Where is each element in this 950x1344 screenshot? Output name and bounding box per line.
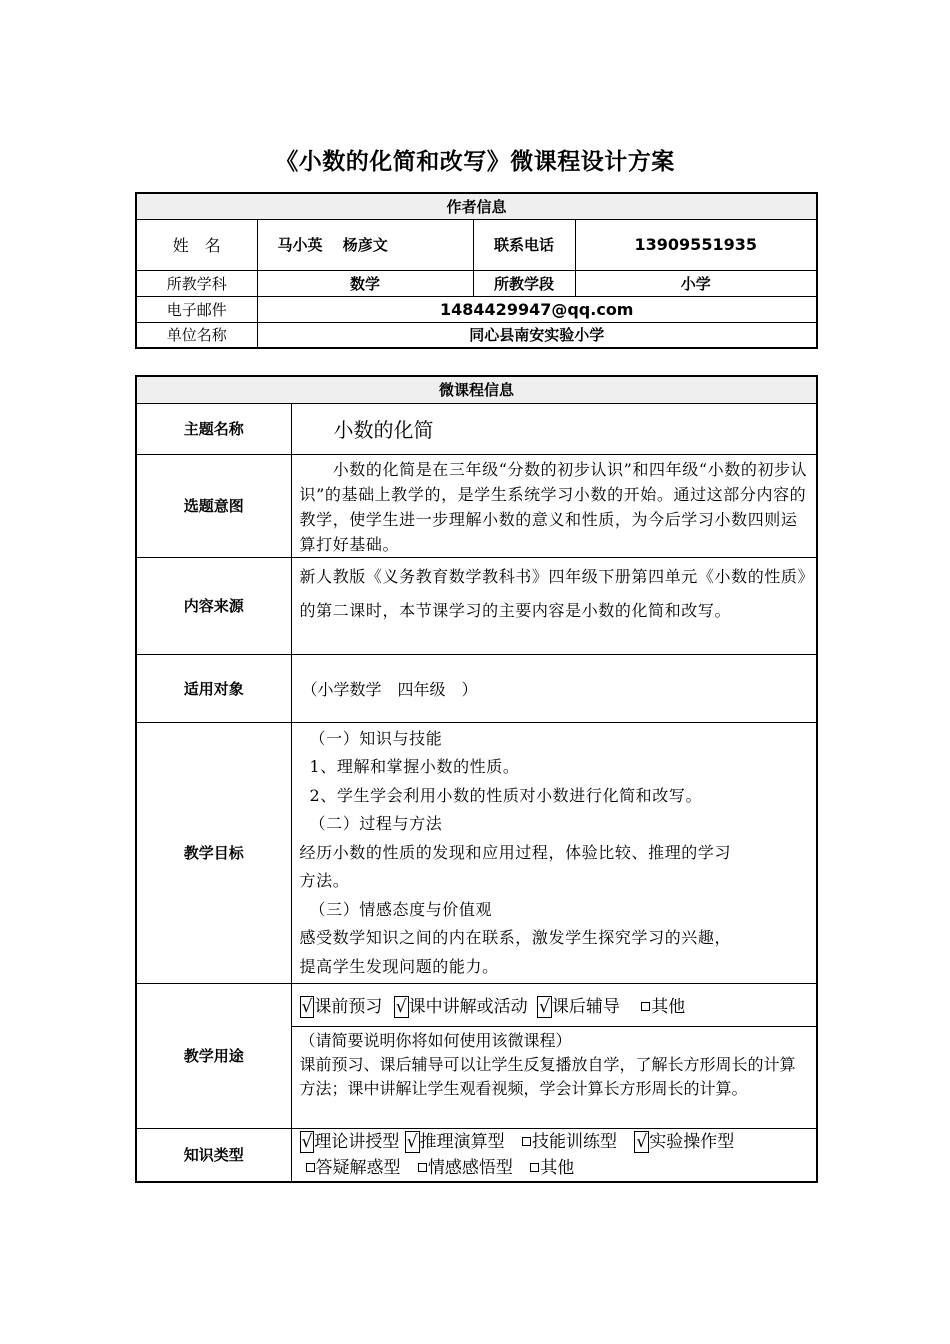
usage-description-cell <box>291 1026 817 1128</box>
usage-option-mid: 课中讲解或活动 <box>408 996 528 1017</box>
type-option-experiment: 实验操作型 <box>649 1131 735 1152</box>
author-info-header: 作者信息 <box>136 193 817 219</box>
check-mark-icon[interactable]: √ <box>406 1131 418 1152</box>
usage-option-other: 其他 <box>651 996 686 1017</box>
type-option-skill: 技能训练型 <box>532 1131 617 1152</box>
subject-label: 所教学科 <box>136 270 257 296</box>
name-value: 马小英 杨彦文 <box>257 219 473 270</box>
type-option-qa: 答疑解惑型 <box>315 1157 401 1178</box>
empty-checkbox-icon[interactable] <box>641 1002 650 1011</box>
source-value: 新人教版《义务教育数学教科书》四年级下册第四单元《小数的性质》的第二课时，本节课学习的主要内容是小数的化简和改写。 <box>291 557 817 654</box>
goals-line: 感受数学知识之间的内在联系，激发学生探究学习的兴趣， <box>299 928 732 947</box>
check-mark-icon[interactable]: √ <box>301 996 313 1017</box>
empty-checkbox-icon[interactable] <box>306 1163 315 1172</box>
usage-option-post: 课后辅导 <box>551 996 620 1017</box>
phone-value: 13909551935 <box>575 219 817 270</box>
type-option-other: 其他 <box>540 1157 575 1178</box>
check-mark-icon[interactable]: √ <box>301 1131 313 1152</box>
goals-line: 2、学生学会利用小数的性质对小数进行化简和改写。 <box>309 785 703 805</box>
usage-hint: （请简要说明你将如何使用该微课程） <box>299 1030 572 1050</box>
course-info-table <box>135 375 818 1183</box>
type-option-reasoning: 推理演算型 <box>419 1131 505 1152</box>
source-label: 内容来源 <box>136 557 291 654</box>
goals-line: （二）过程与方法 <box>309 814 443 833</box>
email-label: 电子邮件 <box>136 296 257 322</box>
unit-value: 同心县南安实验小学 <box>257 322 817 348</box>
phone-label: 联系电话 <box>473 219 575 270</box>
usage-option-pre: 课前预习 <box>314 996 383 1017</box>
intent-label: 选题意图 <box>136 454 291 557</box>
unit-label: 单位名称 <box>136 322 257 348</box>
topic-value: 小数的化简 <box>291 403 817 454</box>
usage-label: 教学用途 <box>136 983 291 1128</box>
check-mark-icon[interactable]: √ <box>636 1131 648 1152</box>
type-option-emotion: 情感感悟型 <box>427 1157 513 1178</box>
goals-line: 经历小数的性质的发现和应用过程，体验比较、推理的学习 <box>299 842 732 862</box>
goals-line: （三）情感态度与价值观 <box>309 899 493 919</box>
type-option-theory: 理论讲授型 <box>314 1131 400 1152</box>
author-info-table <box>135 192 818 349</box>
check-mark-icon[interactable]: √ <box>539 996 550 1017</box>
goals-line: 1、理解和掌握小数的性质。 <box>309 757 520 776</box>
audience-label: 适用对象 <box>136 654 291 722</box>
goals-line: 方法。 <box>299 871 350 890</box>
audience-value: （小学数学 四年级 ） <box>291 654 817 722</box>
subject-value: 数学 <box>257 270 473 296</box>
email-value: 1484429947@qq.com <box>257 296 817 322</box>
usage-description: 课前预习、课后辅导可以让学生反复播放自学，了解长方形周长的计算方法；课中讲解让学生观看视频，学会计算长方形周长的计算。 <box>299 1054 796 1098</box>
intent-value: 小数的化简是在三年级“分数的初步认识”和四年级“小数的初步认识”的基础上教学的，是学生系统学习小数的开始。通过这部分内容的教学，使学生进一步理解小数的意义和性质，为今后学习小数四则运算打好基础。 <box>291 454 817 557</box>
goals-line: （一）知识与技能 <box>309 728 443 748</box>
topic-label: 主题名称 <box>136 403 291 454</box>
empty-checkbox-icon[interactable] <box>522 1137 531 1146</box>
course-info-header: 微课程信息 <box>136 376 817 403</box>
check-mark-icon[interactable]: √ <box>395 996 407 1017</box>
goals-line: 提高学生发现问题的能力。 <box>299 956 499 976</box>
type-label: 知识类型 <box>136 1128 291 1182</box>
empty-checkbox-icon[interactable] <box>418 1163 427 1172</box>
name-label: 姓 名 <box>136 219 257 270</box>
goals-content <box>291 722 817 983</box>
stage-value: 小学 <box>575 270 817 296</box>
empty-checkbox-icon[interactable] <box>530 1163 539 1172</box>
usage-options <box>291 983 817 1026</box>
page-title: 《小数的化简和改写》微课程设计方案 <box>275 149 675 175</box>
stage-label: 所教学段 <box>473 270 575 296</box>
goals-label: 教学目标 <box>136 722 291 983</box>
type-options <box>291 1128 817 1182</box>
